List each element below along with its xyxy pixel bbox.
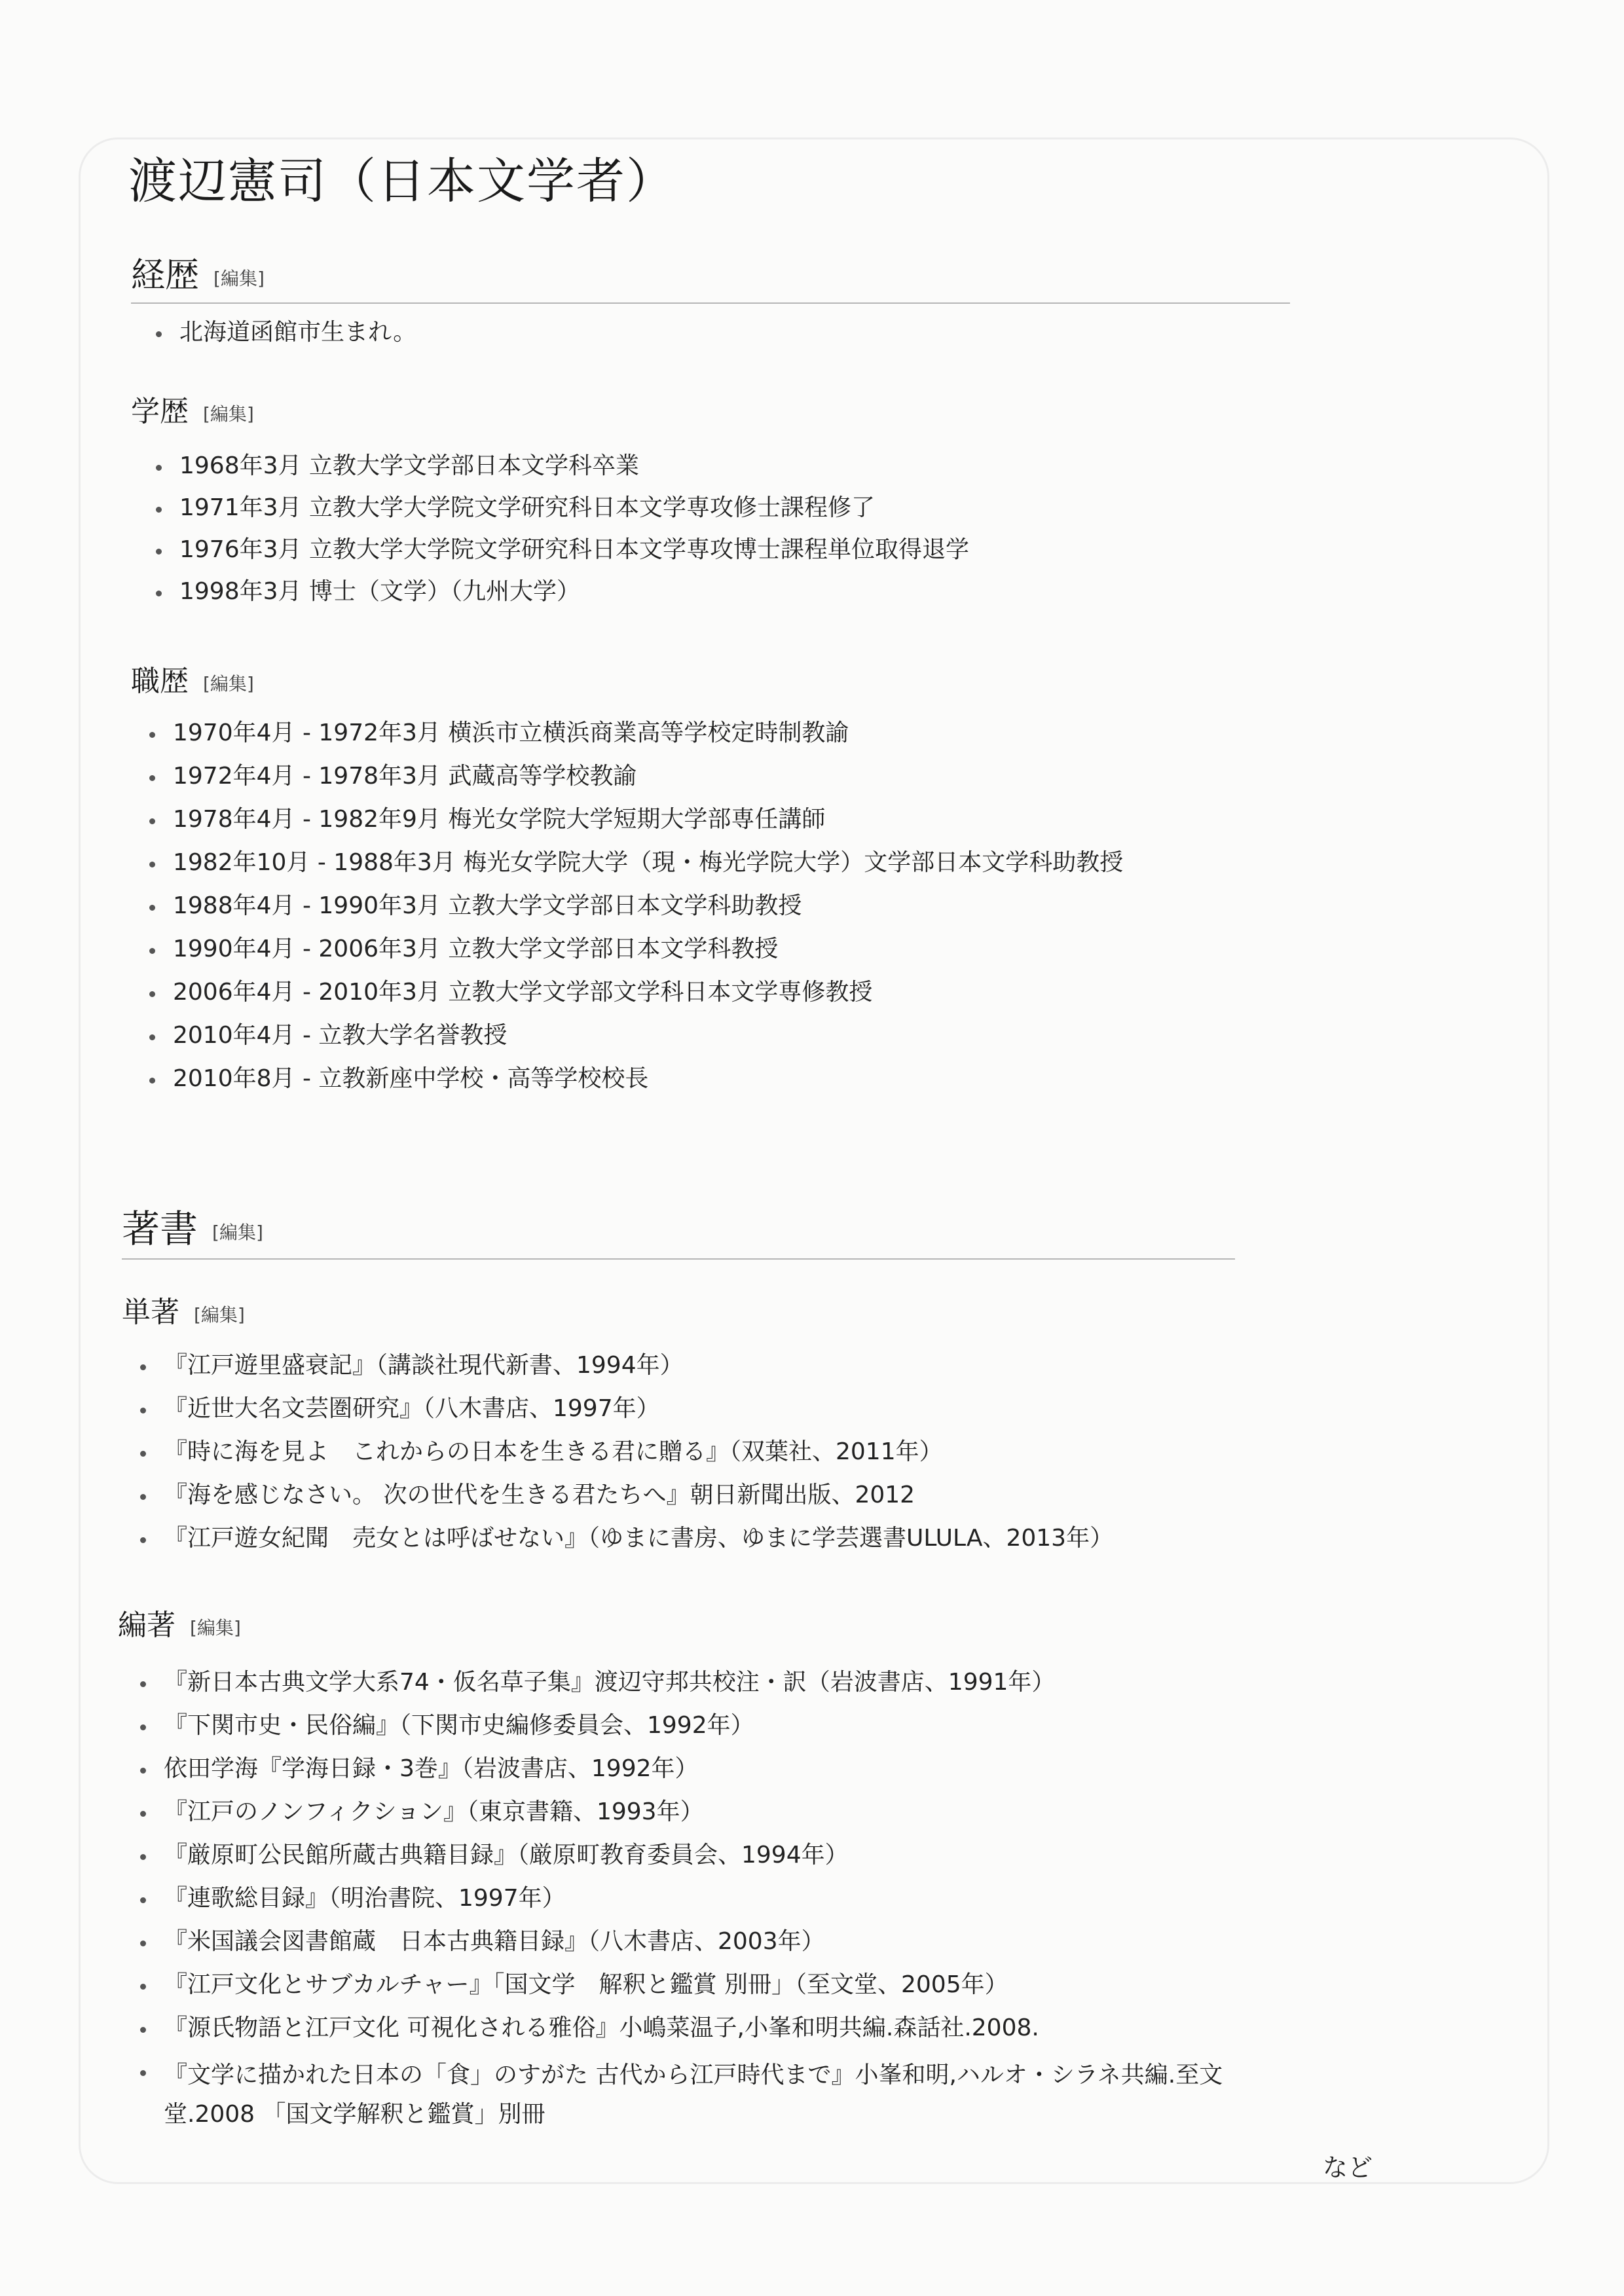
single-works-heading-text: 単著	[122, 1296, 179, 1329]
list-item: 『江戸遊里盛衰記』（講談社現代新書、1994年）	[140, 1350, 1113, 1381]
employment-heading-text: 職歴	[131, 665, 189, 698]
list-item: 1978年4月 - 1982年9月 梅光女学院大学短期大学部専任講師	[149, 804, 1123, 835]
section-heading-career	[131, 247, 265, 297]
section-rule-works	[122, 1258, 1235, 1260]
list-item: 1976年3月 立教大学大学院文学研究科日本文学専攻博士課程単位取得退学	[156, 534, 969, 566]
list-item: 1988年4月 - 1990年3月 立教大学文学部日本文学科助教授	[149, 890, 1123, 922]
list-item: 『時に海を見よ これからの日本を生きる君に贈る』（双葉社、2011年）	[140, 1436, 1113, 1468]
list-item: 1968年3月 立教大学文学部日本文学科卒業	[156, 450, 969, 482]
subsection-heading-employment	[131, 657, 254, 699]
list-item: 『新日本古典文学大系74・仮名草子集』渡辺守邦共校注・訳（岩波書店、1991年）	[140, 1667, 1290, 1698]
list-item: 『海を感じなさい。 次の世代を生きる君たちへ』朝日新聞出版、2012	[140, 1480, 1113, 1511]
section-rule-career	[131, 302, 1290, 304]
edited-works-heading-text: 編著	[118, 1609, 175, 1642]
list-item: 『厳原町公民館所蔵古典籍目録』（厳原町教育委員会、1994年）	[140, 1840, 1290, 1871]
education-list	[156, 450, 969, 608]
works-heading-text: 著書	[122, 1207, 198, 1251]
page-title: 渡辺憲司（日本文学者）	[128, 153, 676, 210]
single-works-list	[140, 1350, 1113, 1554]
edit-link-works[interactable]: [編集]	[212, 1221, 263, 1243]
list-item: 『江戸のノンフィクション』（東京書籍、1993年）	[140, 1796, 1290, 1828]
list-item: 1998年3月 博士（文学）（九州大学）	[156, 576, 969, 608]
edit-link-career[interactable]: [編集]	[213, 268, 265, 289]
list-item: 『源氏物語と江戸文化 可視化される雅俗』小嶋菜温子,小峯和明共編.森話社.2008.	[140, 2013, 1290, 2044]
edit-link-employment[interactable]: [編集]	[203, 673, 254, 695]
list-item: 1982年10月 - 1988年3月 梅光女学院大学（現・梅光学院大学）文学部日本文学科助教授	[149, 847, 1123, 879]
career-list	[156, 317, 416, 348]
etc-note: など	[1323, 2153, 1373, 2182]
list-item: 1990年4月 - 2006年3月 立教大学文学部日本文学科教授	[149, 934, 1123, 965]
list-item: 『江戸遊女紀聞 売女とは呼ばせない』（ゆまに書房、ゆまに学芸選書ULULA、2013年）	[140, 1523, 1113, 1554]
list-item: 2006年4月 - 2010年3月 立教大学文学部文学科日本文学専修教授	[149, 977, 1123, 1008]
list-item: 『江戸文化とサブカルチャー』「国文学 解釈と鑑賞 別冊」（至文堂、2005年）	[140, 1969, 1290, 2001]
edit-link-education[interactable]: [編集]	[203, 403, 254, 425]
employment-list	[149, 718, 1123, 1095]
subsection-heading-edited-works	[118, 1601, 241, 1643]
list-item: 『米国議会図書館蔵 日本古典籍目録』（八木書店、2003年）	[140, 1926, 1290, 1958]
list-item: 1971年3月 立教大学大学院文学研究科日本文学専攻修士課程修了	[156, 492, 969, 524]
edit-link-single-works[interactable]: [編集]	[194, 1304, 245, 1326]
list-item: 『近世大名文芸圏研究』（八木書店、1997年）	[140, 1393, 1113, 1425]
career-heading-text: 経歴	[131, 256, 200, 295]
list-item: 『下関市史・民俗編』（下関市史編修委員会、1992年）	[140, 1710, 1290, 1741]
list-item: 北海道函館市生まれ。	[156, 317, 416, 348]
list-item: 依田学海『学海日録・3巻』（岩波書店、1992年）	[140, 1753, 1290, 1785]
list-item: 2010年8月 - 立教新座中学校・高等学校校長	[149, 1063, 1123, 1095]
subsection-heading-education	[131, 388, 254, 429]
list-item: 1970年4月 - 1972年3月 横浜市立横浜商業高等学校定時制教諭	[149, 718, 1123, 749]
list-item: 『連歌総目録』（明治書院、1997年）	[140, 1883, 1290, 1914]
list-item: 2010年4月 - 立教大学名誉教授	[149, 1020, 1123, 1051]
subsection-heading-single-works	[122, 1288, 245, 1330]
section-heading-works	[122, 1198, 263, 1253]
edited-works-list	[140, 1667, 1290, 2134]
education-heading-text: 学歴	[131, 395, 189, 428]
edit-link-edited-works[interactable]: [編集]	[190, 1617, 241, 1639]
list-item: 1972年4月 - 1978年3月 武蔵高等学校教諭	[149, 761, 1123, 792]
list-item: 『文学に描かれた日本の「食」のすがた 古代から江戸時代まで』小峯和明,ハルオ・シラネ共編.至文堂.2008 「国文学解釈と鑑賞」別冊	[140, 2056, 1290, 2134]
